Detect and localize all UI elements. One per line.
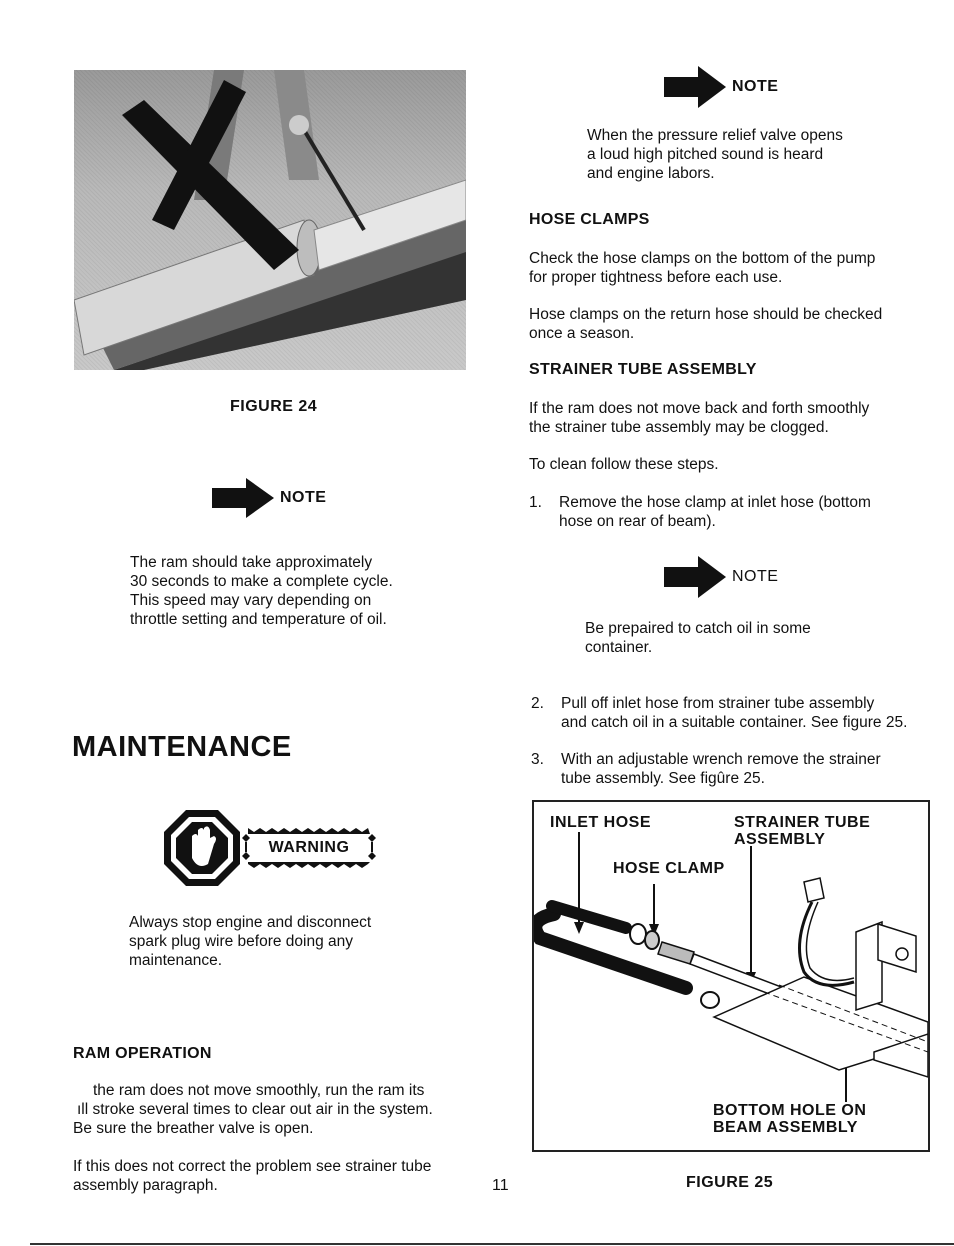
step-number: 3. — [531, 751, 544, 768]
section-title: MAINTENANCE — [72, 731, 292, 763]
note-callout — [664, 556, 778, 598]
warning-line: maintenance. — [129, 952, 223, 969]
para-line: ıll stroke several times to clear out air in the system. — [77, 1101, 433, 1118]
bottom-rule — [30, 1243, 954, 1245]
para-line: Hose clamps on the return hose should be checked — [529, 306, 883, 323]
note-arrow-icon — [212, 478, 274, 518]
strainer-assembly-illustration — [534, 802, 928, 1150]
label-line: BOTTOM HOLE ON — [713, 1102, 867, 1119]
warning-text — [129, 913, 429, 970]
step-3 — [531, 750, 941, 788]
note-callout — [664, 66, 778, 108]
para-line: If the ram does not move back and forth smoothly — [529, 400, 870, 417]
step-line: With an adjustable wrench remove the strainer — [561, 751, 881, 768]
para-line: assembly paragraph. — [73, 1177, 218, 1194]
note-line: and engine labors. — [587, 165, 715, 182]
strainer-para-1 — [529, 399, 939, 437]
label-line: STRAINER TUBE — [734, 814, 871, 831]
step-1 — [529, 493, 939, 531]
note-line: throttle setting and temperature of oil. — [130, 611, 387, 628]
figure-25-caption: FIGURE 25 — [686, 1174, 774, 1191]
note-line: 30 seconds to make a complete cycle. — [130, 573, 393, 590]
figure-24-photo — [74, 70, 466, 370]
para-line: If this does not correct the problem see strainer tube — [73, 1158, 432, 1175]
hose-clamps-heading: HOSE CLAMPS — [529, 211, 650, 228]
para-line: for proper tightness before each use. — [529, 269, 783, 286]
para-line: the ram does not move smoothly, run the ram its — [93, 1082, 425, 1099]
figure-24-caption: FIGURE 24 — [230, 398, 318, 415]
step-number: 2. — [531, 695, 544, 712]
step-line: tube assembly. See figûre 25. — [561, 770, 765, 787]
para-line: Be sure the breather valve is open. — [73, 1120, 314, 1137]
inlet-hose-label: INLET HOSE — [550, 814, 652, 831]
hose-clamps-para-1 — [529, 249, 939, 287]
note-arrow-icon — [664, 66, 726, 108]
note-line: When the pressure relief valve opens — [587, 127, 843, 144]
note-line: This speed may vary depending on — [130, 592, 372, 609]
figure-25-diagram — [532, 800, 930, 1152]
strainer-heading: STRAINER TUBE ASSEMBLY — [529, 361, 757, 378]
label-line: ASSEMBLY — [734, 831, 826, 848]
para-line: the strainer tube assembly may be clogged. — [529, 419, 829, 436]
ram-operation-para-1 — [73, 1081, 483, 1138]
hose-clamps-para-2 — [529, 305, 939, 343]
warning-banner — [242, 826, 376, 872]
note-line: Be prepaired to catch oil in some — [585, 620, 811, 637]
bottom-hole-label — [713, 1102, 866, 1136]
note-label: NOTE — [732, 568, 779, 585]
note-text — [587, 126, 887, 183]
ram-operation-heading: RAM OPERATION — [73, 1045, 212, 1062]
para-line: Check the hose clamps on the bottom of the pump — [529, 250, 876, 267]
strainer-para-2: To clean follow these steps. — [529, 456, 719, 473]
label-line: BEAM ASSEMBLY — [713, 1119, 858, 1136]
warning-line: spark plug wire before doing any — [129, 933, 354, 950]
page-number: 11 — [492, 1177, 509, 1194]
warning-label: WARNING — [268, 839, 350, 856]
step-line: hose on rear of beam). — [559, 513, 716, 530]
note-label: NOTE — [280, 489, 327, 506]
note-callout — [212, 478, 326, 518]
note-line: The ram should take approximately — [130, 554, 373, 571]
note-arrow-icon — [664, 556, 726, 598]
step-line: and catch oil in a suitable container. See figure 25. — [561, 714, 908, 731]
note-line: container. — [585, 639, 653, 656]
step-line: Remove the hose clamp at inlet hose (bottom — [559, 494, 871, 511]
note-line: a loud high pitched sound is heard — [587, 146, 824, 163]
note-label: NOTE — [732, 78, 779, 95]
note-text — [585, 619, 885, 657]
step-number: 1. — [529, 494, 542, 511]
warning-line: Always stop engine and disconnect — [129, 914, 372, 931]
step-line: Pull off inlet hose from strainer tube assembly — [561, 695, 875, 712]
log-splitter-photo-illustration — [74, 70, 466, 370]
strainer-tube-label — [734, 814, 870, 848]
ram-operation-para-2 — [73, 1157, 483, 1195]
note-text — [130, 553, 430, 629]
warning-callout — [162, 808, 242, 893]
hose-clamp-label: HOSE CLAMP — [613, 860, 725, 877]
step-2 — [531, 694, 941, 732]
stop-hand-icon — [162, 808, 242, 888]
para-line: once a season. — [529, 325, 635, 342]
